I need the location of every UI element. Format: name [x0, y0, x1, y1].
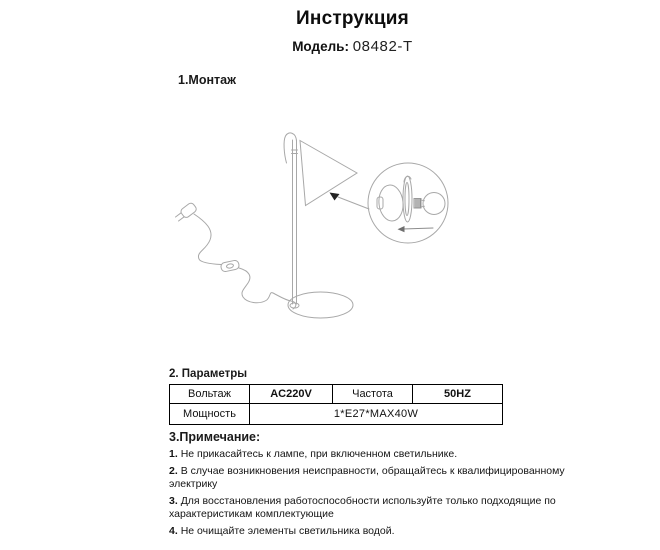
power-cord-upper — [194, 214, 221, 265]
note-text: Не очищайте элементы светильника водой. — [180, 525, 395, 537]
model-label: Модель: — [292, 39, 349, 54]
param-power-value: 1*E27*MAX40W — [250, 404, 503, 425]
page-title: Инструкция — [296, 8, 409, 29]
note-number: 2. — [169, 465, 178, 477]
plug-icon — [174, 202, 198, 223]
note-item — [169, 525, 571, 538]
pole-hook — [284, 133, 296, 163]
shade-detail — [377, 184, 405, 222]
section-montage-heading: 1.Монтаж — [178, 73, 236, 87]
insert-arrow-line — [403, 228, 433, 229]
section-params-heading: 2. Параметры — [169, 368, 248, 380]
insert-arrowhead-icon — [398, 226, 405, 232]
bulb-icon — [421, 193, 445, 215]
param-frequency-label: Частота — [333, 385, 413, 404]
inline-switch-icon — [220, 260, 239, 273]
param-power-label: Мощность — [170, 404, 250, 425]
table-row — [170, 404, 503, 425]
lamp-pole — [292, 140, 298, 304]
socket-icon — [414, 199, 421, 209]
param-frequency-value: 50HZ — [413, 385, 503, 404]
note-text: Не прикасайтесь к лампе, при включенном светильнике. — [180, 448, 458, 460]
shade-rim-detail — [403, 176, 412, 222]
lamp-shade — [300, 141, 357, 206]
section-notes-heading: 3.Примечание: — [169, 430, 261, 444]
note-item — [169, 448, 571, 461]
note-item — [169, 465, 571, 491]
param-voltage-value: AC220V — [250, 385, 333, 404]
note-text: Для восстановления работоспособности используйте только подходящие по характеристикам комплектующие — [169, 495, 556, 520]
notes-list — [169, 448, 571, 542]
magnifier-detail-circle — [368, 163, 448, 243]
table-row — [170, 385, 503, 404]
lamp-base — [288, 292, 353, 318]
note-number: 4. — [169, 525, 178, 537]
callout-line — [338, 197, 369, 209]
parameters-table — [169, 384, 503, 425]
param-voltage-label: Вольтаж — [170, 385, 250, 404]
power-cord-lower — [239, 268, 296, 309]
model-value: 08482-T — [352, 38, 413, 55]
note-item — [169, 495, 571, 521]
note-number: 3. — [169, 495, 178, 507]
note-text: В случае возникновения неисправности, обращайтесь к квалифицированному электрику — [169, 465, 565, 490]
note-number: 1. — [169, 448, 178, 460]
